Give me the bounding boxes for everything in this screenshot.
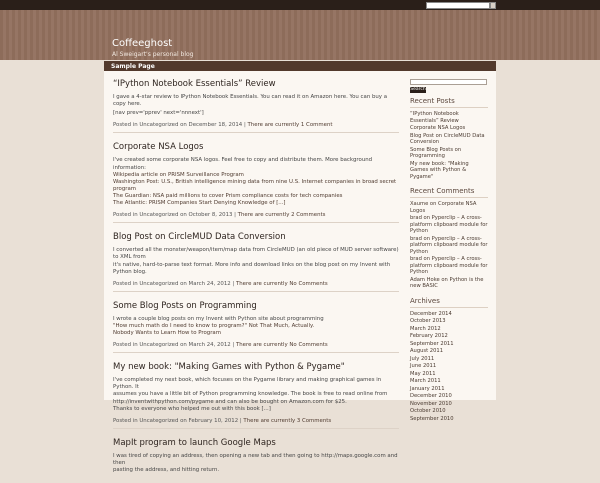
post [113, 232, 399, 292]
post-line: [nav prev='pprev' next='nnnext'] [113, 110, 204, 117]
post [113, 362, 399, 429]
archive-item[interactable]: October 2013 [410, 318, 446, 324]
content-wrap [104, 71, 496, 473]
post-line: Thanks to everyone who helped me out with this book [...] [113, 405, 271, 412]
post-line: http://inventwithpython.com/pygame and can also be bought on Amazon.com for $25. [113, 398, 347, 405]
nav-item-sample-page[interactable]: Sample Page [111, 63, 155, 70]
post-body [113, 453, 399, 474]
post-line: assumes you have a little bit of Python programming knowledge. The book is free to read online from [113, 391, 388, 398]
post-meta [113, 212, 399, 223]
top-search-input[interactable] [426, 2, 490, 9]
archive-item[interactable]: March 2011 [410, 378, 441, 384]
post-title[interactable]: Corporate NSA Logos [113, 142, 204, 153]
recent-posts-title: Recent Posts [410, 97, 488, 108]
post-line: I converted all the monster/weapon/item/map data from CircleMUD (an old piece of MUD server software) to XML from [113, 247, 399, 261]
site-header [0, 10, 600, 60]
comments-link[interactable]: There are currently 2 Comments [237, 212, 326, 219]
recent-post-item[interactable]: My new book: "Making Games with Python & Pygame" [410, 160, 469, 180]
post-line: pasting the address, and hitting return. [113, 467, 220, 473]
archive-item[interactable]: August 2011 [410, 348, 444, 354]
comments-link[interactable]: There are currently 1 Comment [247, 122, 333, 129]
post-link[interactable]: Wikipedia article on PRISM Surveillance Program [113, 171, 244, 178]
site-description: Al Sweigart's personal blog [112, 51, 194, 58]
post-meta [113, 122, 399, 133]
post-line: I was tired of copying an address, then opening a new tab and then going to http://maps.google.com and then [113, 452, 398, 466]
post-title[interactable]: MapIt program to launch Google Maps [113, 437, 276, 448]
sidebar-search-input[interactable] [410, 79, 487, 85]
post [113, 142, 399, 223]
post-link[interactable]: The Atlantic: PRISM Companies Start Denying Knowledge of [...] [113, 200, 286, 207]
recent-comments-title: Recent Comments [410, 187, 488, 198]
post-title[interactable]: My new book: "Making Games with Python & Pygame" [113, 362, 345, 373]
sidebar-search-button[interactable]: Search [410, 87, 426, 92]
post-link[interactable]: "How much math do I need to know to program?" Not That Much, Actually. [113, 322, 315, 329]
archive-item[interactable]: May 2011 [410, 370, 436, 377]
recent-posts-list [410, 111, 488, 180]
post-meta-text: Posted in Uncategorized on March 24, 2012 | [113, 280, 236, 287]
archives-list [410, 311, 488, 423]
archive-item[interactable]: December 2010 [410, 393, 452, 399]
post-line: I've completed my next book, which focuses on the Pygame library and making graphical games in Python. It [113, 377, 382, 391]
post-meta [113, 281, 399, 292]
post-meta-text: Posted in Uncategorized on March 24, 2012 | [113, 342, 236, 349]
sidebar [410, 79, 488, 429]
post-body [113, 377, 399, 413]
recent-comment-item[interactable]: brad on Pyperclip – A cross-platform clipboard module for Python [410, 235, 488, 255]
post-meta-text: Posted in Uncategorized on February 10, 2012 | [113, 417, 244, 424]
nav-bar [104, 61, 496, 71]
archive-item[interactable]: October 2010 [410, 408, 446, 414]
post [113, 79, 399, 133]
recent-comment-item[interactable]: brad on Pyperclip – A cross-platform clipboard module for Python [410, 256, 488, 275]
archive-item[interactable]: July 2011 [410, 355, 435, 362]
post-body [113, 94, 399, 117]
post-meta-text: Posted in Uncategorized on December 18, 2014 | [113, 122, 248, 129]
post-title[interactable]: Some Blog Posts on Programming [113, 300, 257, 311]
archive-item[interactable]: June 2011 [410, 363, 437, 369]
post-meta [113, 342, 399, 353]
site-title[interactable]: Coffeeghost [112, 38, 173, 49]
post-meta-text: Posted in Uncategorized on October 8, 2013 | [113, 212, 238, 219]
recent-post-item[interactable]: Blog Post on CircleMUD Data Conversion [410, 132, 485, 145]
recent-post-item[interactable]: “IPython Notebook Essentials” Review [410, 111, 459, 124]
post [113, 438, 399, 474]
archive-item[interactable]: December 2014 [410, 310, 452, 317]
post-line: it's native, hard-to-parse text format. More info and download links on the blog post on my Invent with Python blog. [113, 261, 391, 275]
archive-item[interactable]: February 2012 [410, 333, 448, 339]
recent-comment-item[interactable]: Xaume on Corporate NSA Logos [410, 201, 477, 214]
post-link[interactable]: Washington Post: U.S., British intelligence mining data from nine U.S. Internet companies in broad secret program [113, 178, 397, 192]
post-link[interactable]: Nobody Wants to Learn How to Program [113, 330, 221, 336]
comments-link[interactable]: There are currently No Comments [235, 342, 328, 349]
main-content [113, 79, 399, 483]
post-line: I've created some corporate NSA logos. Feel free to copy and distribute them. More background information: [113, 157, 373, 171]
archive-item[interactable]: January 2011 [410, 385, 445, 392]
comments-link[interactable]: There are currently 3 Comments [243, 417, 332, 424]
post-title[interactable]: Blog Post on CircleMUD Data Conversion [113, 232, 286, 243]
archives-title: Archives [410, 297, 488, 308]
archive-item[interactable]: September 2010 [410, 415, 454, 422]
top-bar [0, 0, 600, 10]
post [113, 301, 399, 353]
post-line: I gave a 4-star review to IPython Notebook Essentials. You can read it on Amazon here. You can buy a copy here. [113, 94, 387, 108]
recent-comment-item[interactable]: brad on Pyperclip – A cross-platform clipboard module for Python [410, 215, 488, 234]
post-link[interactable]: The Guardian: NSA paid millions to cover Prism compliance costs for tech companies [113, 193, 343, 199]
post-body [113, 316, 399, 337]
recent-post-item[interactable]: Corporate NSA Logos [410, 125, 466, 131]
archive-item[interactable]: September 2011 [410, 340, 454, 347]
comments-link[interactable]: There are currently No Comments [235, 280, 328, 287]
archive-item[interactable]: March 2012 [410, 325, 441, 332]
post-meta [113, 418, 399, 429]
recent-post-item[interactable]: Some Blog Posts on Programming [410, 146, 462, 159]
post-body [113, 157, 399, 207]
post-body [113, 247, 399, 276]
recent-comments-list [410, 201, 488, 290]
post-title[interactable]: “IPython Notebook Essentials” Review [113, 79, 276, 89]
recent-comment-item[interactable]: Adam Hoke on Python is the new BASIC [410, 276, 484, 289]
top-search-button[interactable] [490, 2, 496, 9]
post-line: I wrote a couple blog posts on my Invent with Python site about programming [113, 315, 324, 322]
archive-item[interactable]: November 2010 [410, 400, 452, 407]
